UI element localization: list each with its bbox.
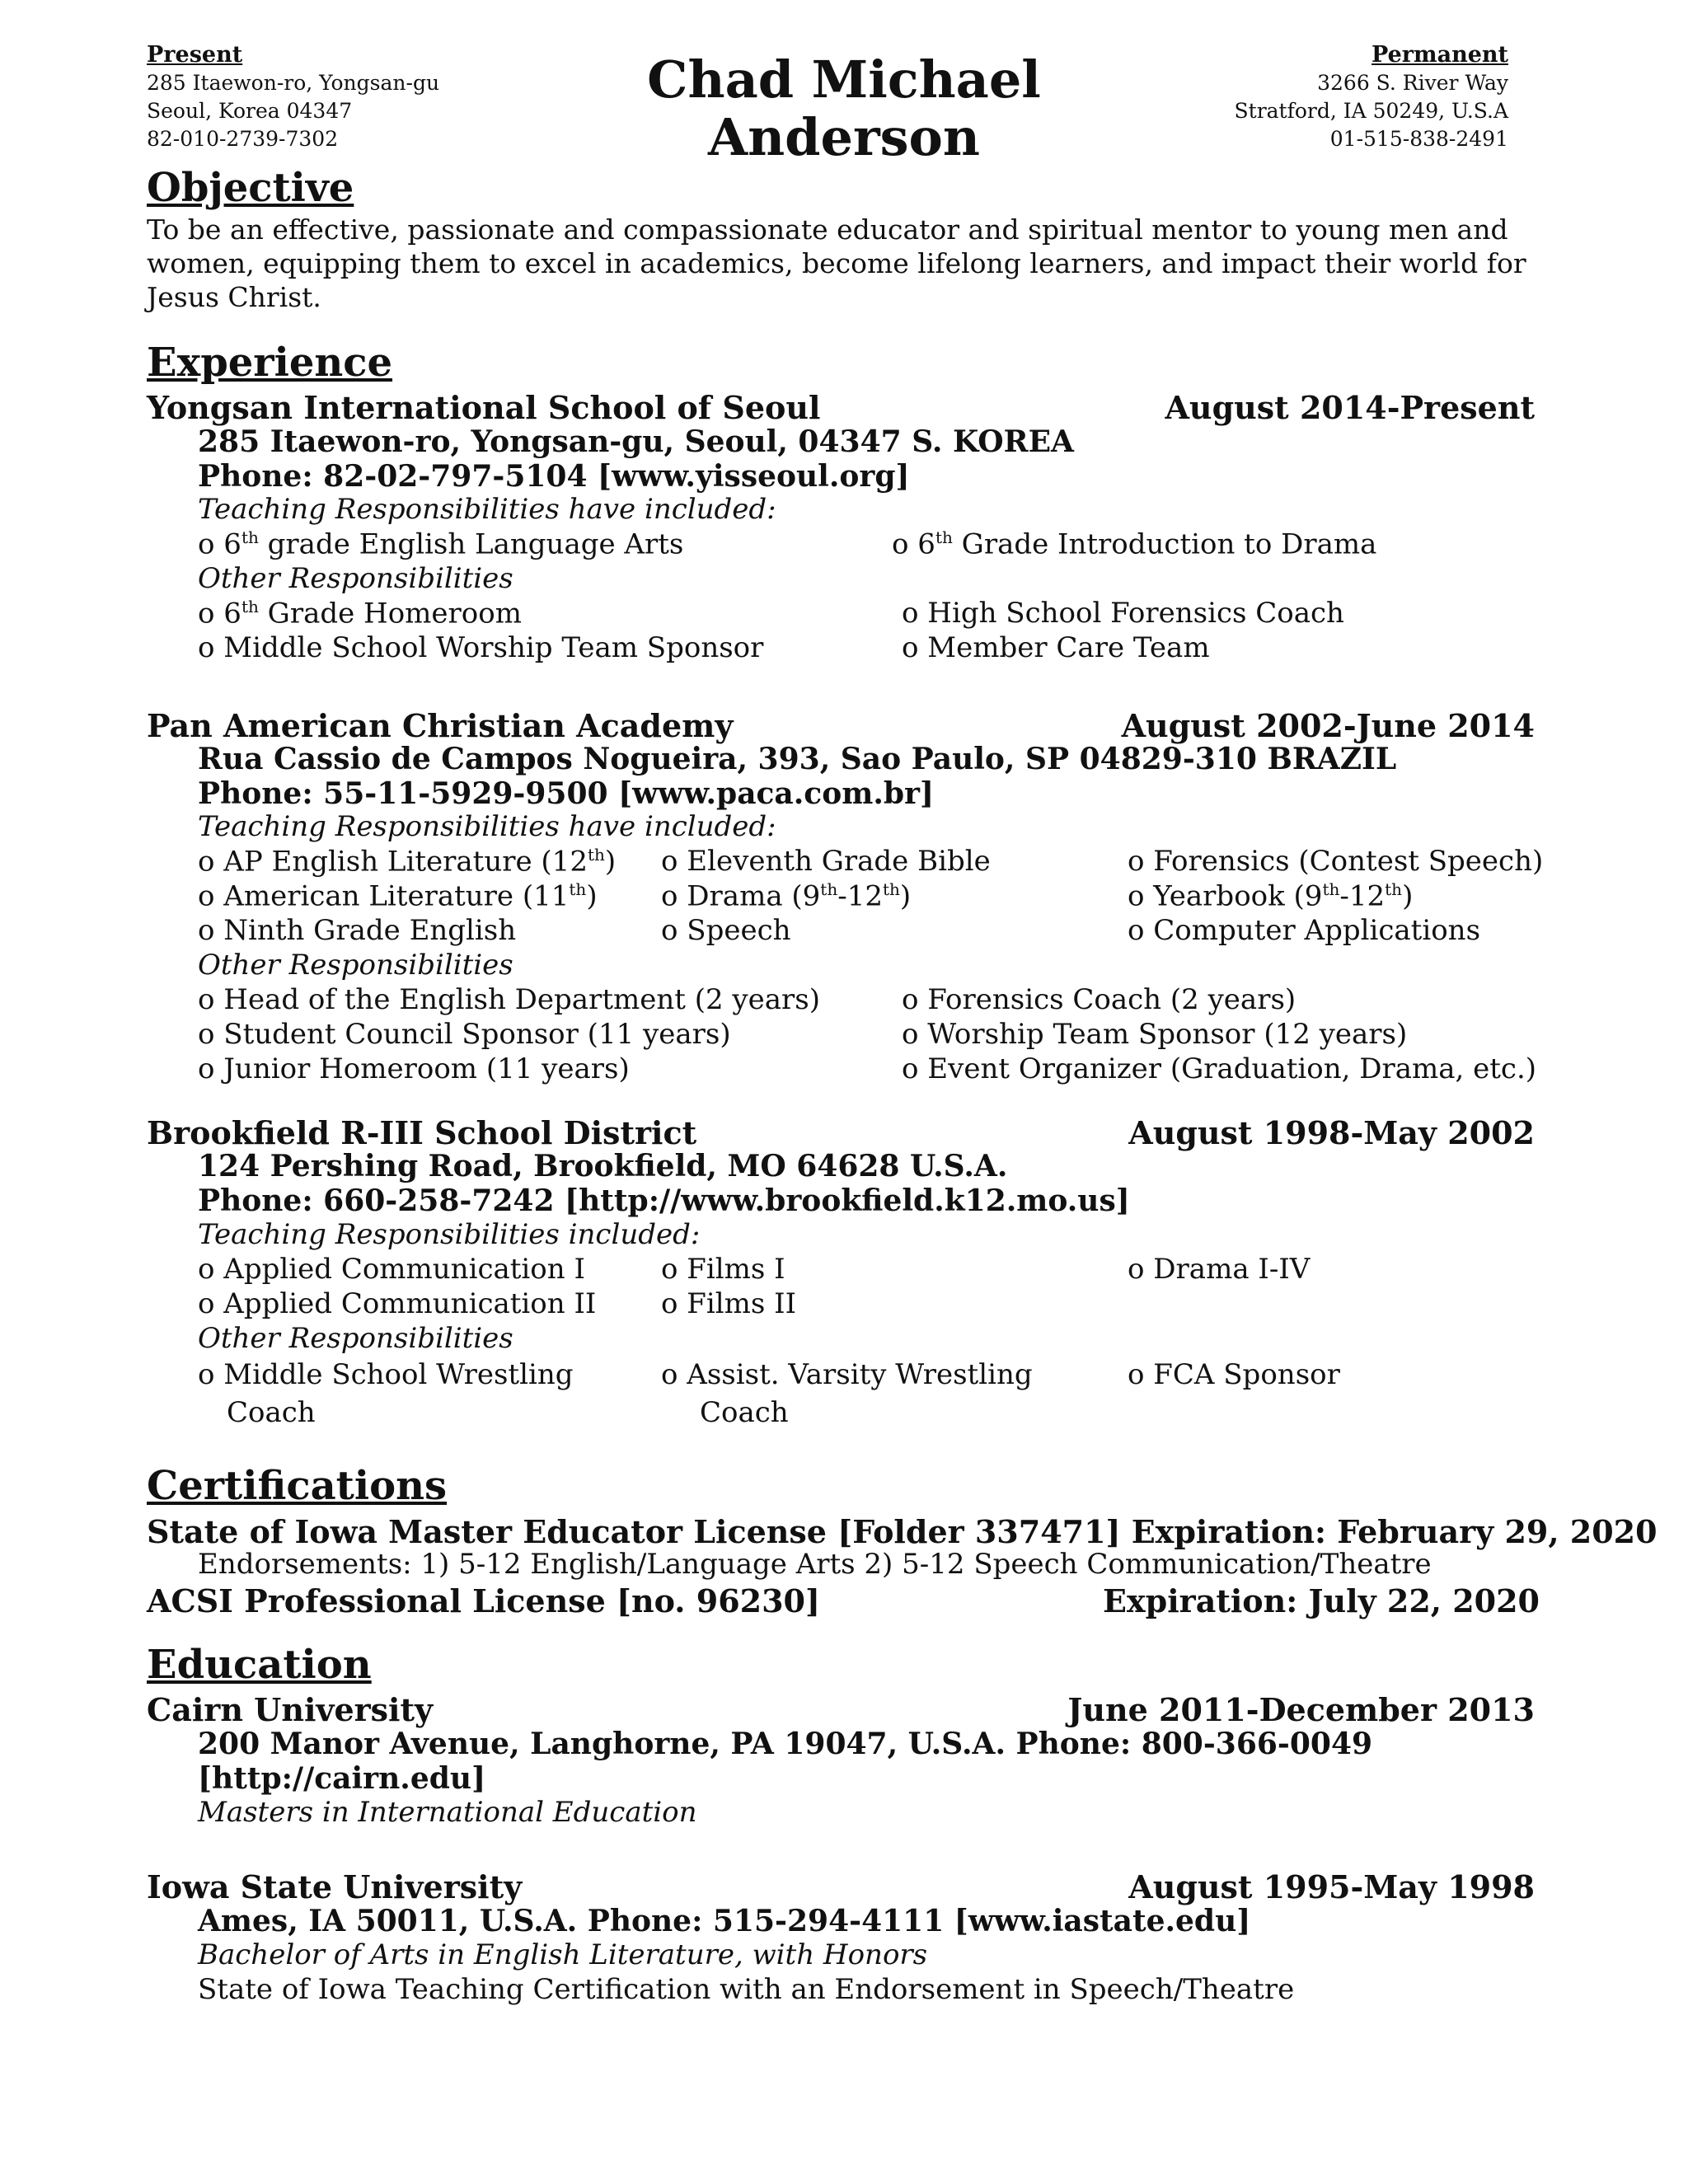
job-dates: August 2002-June 2014 [1121,707,1535,744]
endorsements: Endorsements: 1) 5-12 English/Language Arts 2) 5-12 Speech Communication/Theatre [198,1548,1432,1581]
permanent-line: Stratford, IA 50249, U.S.A [1234,99,1508,123]
list-item: o Ninth Grade English [198,914,517,947]
list-item: o Applied Communication I [198,1253,585,1286]
teaching-label: Teaching Responsibilities have included: [198,810,776,843]
school-dates: August 1995-May 1998 [1128,1868,1535,1905]
list-item: o Assist. Varsity Wrestling [661,1358,1033,1391]
list-item: o AP English Literature (12th) [198,845,617,879]
job-address: Rua Cassio de Campos Nogueira, 393, Sao Paulo, SP 04829-310 BRAZIL [198,742,1397,776]
school-dates: June 2011-December 2013 [1067,1691,1535,1728]
list-item: o Head of the English Department (2 years) [198,983,820,1016]
job-org: Brookfield R-III School District [147,1114,697,1151]
list-item: o 6th Grade Homeroom [198,597,522,630]
iowa-license: State of Iowa Master Educator License [Folder 337471] Expiration: February 29, 2020 [147,1513,1658,1550]
list-item: o Worship Team Sponsor (12 years) [902,1018,1408,1051]
present-line: 82-010-2739-7302 [147,127,339,151]
list-item: o Films II [661,1287,796,1320]
job-address: 285 Itaewon-ro, Yongsan-gu, Seoul, 04347 S. KOREA [198,424,1074,459]
list-item: o Eleventh Grade Bible [661,845,991,878]
list-item: o Middle School Worship Team Sponsor [198,631,764,664]
name-line-2: Anderson [708,107,980,167]
list-item: o High School Forensics Coach [902,597,1344,630]
list-item: o Student Council Sponsor (11 years) [198,1018,731,1051]
list-item: o Films I [661,1253,785,1286]
objective-heading: Objective [147,165,354,211]
job-phone: Phone: 82-02-797-5104 [www.yisseoul.org] [198,459,910,494]
other-label: Other Responsibilities [198,1322,513,1355]
job-phone: Phone: 55-11-5929-9500 [www.paca.com.br] [198,776,935,811]
list-item: o Speech [661,914,791,947]
acsi-expiration: Expiration: July 22, 2020 [1103,1582,1540,1619]
list-item: o Yearbook (9th-12th) [1128,879,1414,913]
list-item: o Forensics Coach (2 years) [902,983,1296,1016]
certification-note: State of Iowa Teaching Certification with an Endorsement in Speech/Theatre [198,1973,1295,2006]
list-item: o Middle School Wrestling [198,1358,574,1391]
school-name: Iowa State University [147,1868,523,1905]
present-line: Seoul, Korea 04347 [147,99,353,123]
list-item: o Forensics (Contest Speech) [1128,845,1544,878]
list-item: o American Literature (11th) [198,879,598,913]
job-org: Pan American Christian Academy [147,707,734,744]
job-org: Yongsan International School of Seoul [147,389,821,426]
school-url: [http://cairn.edu] [198,1761,486,1796]
school-name: Cairn University [147,1691,434,1728]
list-item: o 6th Grade Introduction to Drama [892,527,1377,561]
other-label: Other Responsibilities [198,949,513,982]
list-item: o Drama I-IV [1128,1253,1311,1286]
list-item: o Member Care Team [902,631,1210,664]
list-item: o FCA Sponsor [1128,1358,1340,1391]
school-address: Ames, IA 50011, U.S.A. Phone: 515-294-4111 [www.iastate.edu] [198,1904,1251,1938]
present-line: 285 Itaewon-ro, Yongsan-gu [147,71,440,95]
experience-heading: Experience [147,340,393,386]
job-dates: August 2014-Present [1165,389,1535,426]
job-phone: Phone: 660-258-7242 [http://www.brookfield.k12.mo.us] [198,1183,1130,1218]
objective-text: To be an effective, passionate and compassionate educator and spiritual mentor to young men and women, equipping them to excel in academics, become lifelong learners, and impact their world for Jesus Christ. [147,213,1526,313]
degree: Masters in International Education [198,1796,697,1829]
certifications-heading: Certifications [147,1463,448,1509]
permanent-address [1235,41,1508,153]
acsi-license: ACSI Professional License [no. 96230] [147,1582,820,1619]
name-line-1: Chad Michael [647,49,1041,110]
list-item: o 6th grade English Language Arts [198,527,684,561]
permanent-line: 3266 S. River Way [1317,71,1508,95]
permanent-line: 01-515-838-2491 [1329,127,1508,151]
degree: Bachelor of Arts in English Literature, with Honors [198,1938,928,1971]
list-item: o Applied Communication II [198,1287,597,1320]
education-heading: Education [147,1642,372,1688]
list-item: o Junior Homeroom (11 years) [198,1052,630,1085]
list-item: o Drama (9th-12th) [661,879,912,913]
permanent-label: Permanent [1372,42,1508,68]
other-label: Other Responsibilities [198,562,513,595]
teaching-label: Teaching Responsibilities included: [198,1218,701,1251]
list-item: o Event Organizer (Graduation, Drama, etc.) [902,1052,1537,1085]
present-label: Present [147,42,243,68]
school-address: 200 Manor Avenue, Langhorne, PA 19047, U.S.A. Phone: 800-366-0049 [198,1727,1373,1761]
job-address: 124 Pershing Road, Brookfield, MO 64628 U.S.A. [198,1149,1008,1183]
list-item: o Computer Applications [1128,914,1481,947]
list-item-continuation: Coach [227,1396,316,1429]
job-dates: August 1998-May 2002 [1128,1114,1535,1151]
teaching-label: Teaching Responsibilities have included: [198,493,776,526]
list-item-continuation: Coach [700,1396,789,1429]
